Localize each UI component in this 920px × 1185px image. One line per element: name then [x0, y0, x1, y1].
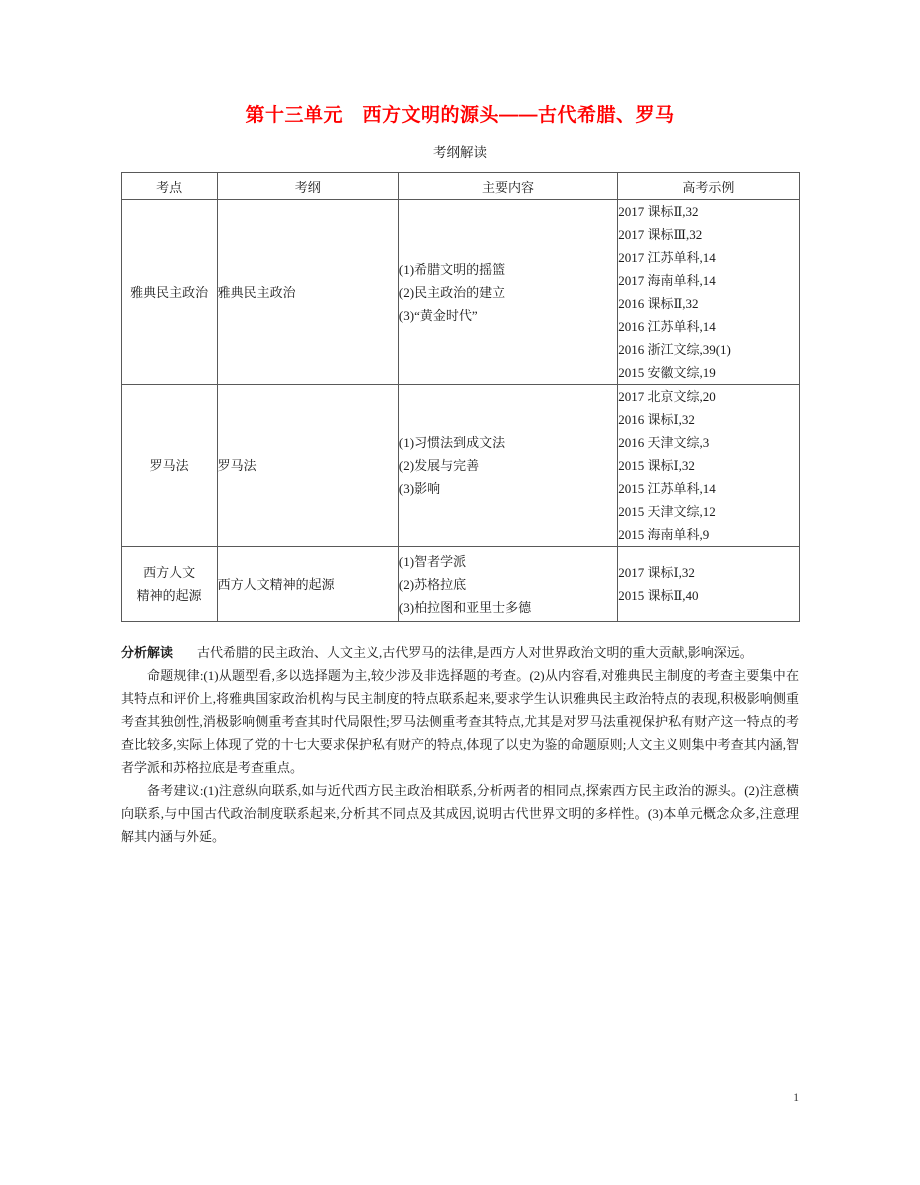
cell-line: (1)智者学派	[398, 553, 467, 569]
topic-cell	[121, 385, 217, 547]
cell-line: 2015 课标Ⅰ,32	[618, 458, 695, 473]
cell-line: 2017 课标Ⅲ,32	[618, 227, 703, 242]
cell-line: 2016 课标Ⅰ,32	[618, 412, 695, 427]
examples-cell	[618, 547, 799, 622]
cell-line: 2016 浙江文综,39(1)	[618, 342, 731, 357]
cell-line: (3)柏拉图和亚里士多德	[398, 599, 532, 615]
cell-line: 精神的起源	[136, 588, 202, 603]
cell-line: (2)发展与完善	[398, 458, 480, 473]
content-cell	[398, 547, 617, 622]
header-topic: 考点	[121, 173, 217, 200]
analysis-intro-text: 古代希腊的民主政治、人文主义,古代罗马的法律,是西方人对世界政治文明的重大贡献,影响深远。	[197, 645, 753, 660]
header-syllabus: 考纲	[217, 173, 398, 200]
cell-line: 2016 江苏单科,14	[618, 319, 716, 334]
header-exam-examples: 高考示例	[618, 173, 799, 200]
cell-line: (1)习惯法到成文法	[398, 435, 506, 450]
cell-line: 西方人文精神的起源	[217, 576, 335, 592]
cell-line: 罗马法	[149, 458, 189, 473]
syllabus-cell	[217, 547, 398, 622]
table-header-row	[121, 173, 799, 200]
section-subtitle: 考纲解读	[433, 145, 487, 160]
cell-line: 2017 江苏单科,14	[618, 250, 716, 265]
analysis-paragraph: 命题规律:(1)从题型看,多以选择题为主,较少涉及非选择题的考查。(2)从内容看,对雅典民主制度的考查主要集中在其特点和评价上,将雅典国家政治机构与民主制度的特点联系起来,要求学生认识雅典民主政治特点的表现,积极影响侧重考查其独创性,消极影响侧重考查其时代局限性;罗马法侧重考查其特点,尤其是对罗马法重视保护私有财产这一特点的考查比较多,实际上体现了党的十七大要求保护私有财产的特点,体现了以史为鉴的命题原则;人文主义则集中考查其内涵,智者学派和苏格拉底是考查重点。	[121, 668, 799, 775]
analysis-section	[121, 641, 799, 848]
cell-line: 2017 海南单科,14	[618, 273, 716, 288]
cell-line: 2015 安徽文综,19	[618, 365, 716, 380]
cell-line: 西方人文	[143, 565, 196, 580]
cell-line: 2015 天津文综,12	[618, 504, 716, 519]
cell-line: 罗马法	[217, 458, 257, 473]
cell-line: 2015 江苏单科,14	[618, 481, 716, 496]
cell-line: 雅典民主政治	[217, 284, 296, 300]
exam-outline-table	[121, 172, 800, 622]
page-title: 第十三单元 西方文明的源头——古代希腊、罗马	[245, 105, 675, 126]
cell-line: (3)影响	[398, 481, 441, 496]
content-cell	[398, 200, 617, 385]
syllabus-cell	[217, 200, 398, 385]
analysis-intro-paragraph	[121, 641, 799, 664]
topic-cell	[121, 547, 217, 622]
table-row	[121, 385, 799, 547]
cell-line: 2015 海南单科,9	[618, 527, 710, 542]
cell-line: 2015 课标Ⅱ,40	[618, 588, 699, 603]
cell-line: 雅典民主政治	[130, 284, 209, 300]
header-main-content: 主要内容	[398, 173, 617, 200]
table-row	[121, 547, 799, 622]
cell-line: (2)苏格拉底	[398, 576, 467, 592]
cell-line: 2017 课标Ⅱ,32	[618, 204, 699, 219]
cell-line: 2016 课标Ⅱ,32	[618, 296, 699, 311]
cell-line: 2016 天津文综,3	[618, 435, 710, 450]
content-cell	[398, 385, 617, 547]
cell-line: 2017 北京文综,20	[618, 389, 716, 404]
cell-line: 2017 课标Ⅰ,32	[618, 565, 695, 580]
analysis-paragraph: 备考建议:(1)注意纵向联系,如与近代西方民主政治相联系,分析两者的相同点,探索西方民主政治的源头。(2)注意横向联系,与中国古代政治制度联系起来,分析其不同点及其成因,说明古代世界文明的多样性。(3)本单元概念众多,注意理解其内涵与外延。	[121, 783, 799, 844]
topic-cell	[121, 200, 217, 385]
cell-line: (1)希腊文明的摇篮	[398, 261, 506, 277]
table-row	[121, 200, 799, 385]
cell-line: (3)“黄金时代”	[398, 307, 478, 323]
cell-line: (2)民主政治的建立	[398, 284, 506, 300]
syllabus-cell	[217, 385, 398, 547]
examples-cell	[618, 385, 799, 547]
page-number: 1	[793, 1092, 799, 1104]
analysis-label: 分析解读	[121, 645, 174, 660]
examples-cell	[618, 200, 799, 385]
